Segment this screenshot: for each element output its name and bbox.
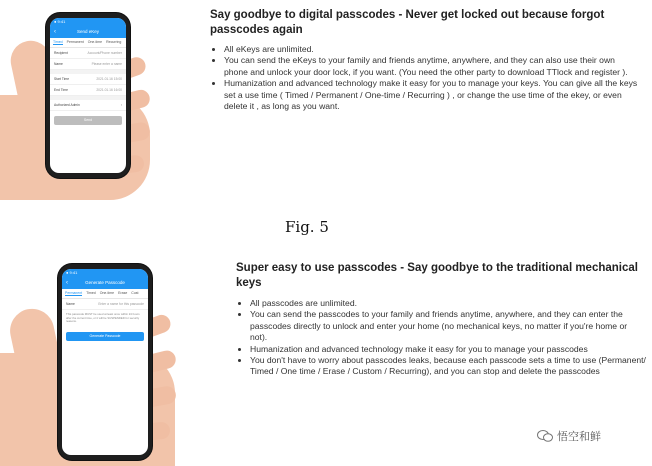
tab-erase[interactable]: Erase — [118, 291, 128, 295]
back-arrow-icon: ‹ — [66, 280, 68, 286]
list-item: • Humanization and advanced technology make it easy for you to manage your passcodes — [250, 344, 646, 355]
status-bar: ● 9:41 — [62, 269, 148, 277]
section2-text — [236, 261, 646, 378]
authorized-admin-toggle[interactable]: Authorized Admin ▪ — [50, 100, 126, 111]
figure-caption: Fig. 5 — [285, 218, 329, 236]
tab-one-time[interactable]: One-time — [87, 40, 103, 44]
tab-recurring[interactable]: Recurring — [106, 40, 122, 44]
tab-permanent[interactable]: Permanent — [65, 291, 83, 295]
section1-heading: Say goodbye to digital passcodes - Never get locked out because forgot passcodes again — [210, 9, 605, 36]
name-field[interactable]: Name Please enter a name — [50, 59, 126, 70]
list-item: • You can send the eKeys to your family and friends anytime, anywhere, and they can also use their own phone and unlock your door lock, if you want. (You need the other party to download TTlock and register ). — [224, 55, 640, 78]
section1-text — [210, 8, 640, 112]
section1-bullets — [210, 44, 640, 112]
phone-mockup-generate-passcode — [58, 264, 152, 460]
tab-timed[interactable]: Timed — [53, 40, 63, 44]
tab-timed[interactable]: Timed — [86, 291, 96, 295]
tab-custom[interactable]: Cust — [131, 291, 139, 295]
app-bar — [62, 277, 148, 289]
send-button[interactable]: Send — [54, 116, 122, 125]
toggle-icon: ▪ — [120, 103, 122, 107]
tab-permanent[interactable]: Permanent — [66, 40, 84, 44]
list-item: • All eKeys are unlimited. — [224, 44, 640, 55]
list-item: • You don't have to worry about passcodes leaks, because each passcode sets a time to use (Permanent/ Timed / One time / Erase / Custom / Recurring), and you can stop and delete the passcodes — [250, 355, 646, 378]
passcode-type-tabs — [62, 289, 148, 299]
list-item: • You can send the passcodes to your family and friends anytime, anywhere, and they can enter the passcodes directly to unlock and enter your home (no mechanical keys, no matter if you're home or not). — [250, 309, 646, 343]
app-bar — [50, 26, 126, 38]
status-bar: ● 9:41 — [50, 18, 126, 26]
generate-passcode-button[interactable]: Generate Passcode — [66, 332, 144, 341]
hand-illustration-bottom — [0, 258, 190, 466]
section2-heading: Super easy to use passcodes - Say goodbye to the traditional mechanical keys — [236, 262, 638, 289]
screen-title: Generate Passcode — [85, 280, 125, 285]
passcode-name-field[interactable]: Name Enter a name for this passcode — [62, 299, 148, 310]
list-item: • All passcodes are unlimited. — [250, 298, 646, 309]
phone-mockup-send-ekey — [46, 13, 130, 178]
list-item: • Humanization and advanced technology make it easy for you to manage your keys. You can give all the keys set a use time ( Timed / Permanent / One-time / Recurring ) , or change the use time of the ekey, or even delete it , as long as you want. — [224, 78, 640, 112]
watermark-text: 悟空和鲜 — [557, 431, 601, 443]
tab-one-time[interactable]: One-time — [99, 291, 115, 295]
screen-title: Send eKey — [76, 29, 100, 34]
passcode-hint: This passcode MUST be used at least once within 24 hours after the current time, or it will be SUSPENDED for security reasons. — [66, 312, 140, 324]
ekey-type-tabs — [50, 38, 126, 48]
start-time-field[interactable]: Start Time 2021.01.16 15:00 — [50, 74, 126, 85]
back-arrow-icon: ‹ — [54, 29, 56, 35]
hand-illustration-top — [0, 0, 175, 200]
wechat-watermark — [537, 428, 601, 444]
recipient-field[interactable]: Recipient Account/Phone number — [50, 48, 126, 59]
end-time-field[interactable]: End Time 2021.01.16 16:00 — [50, 85, 126, 96]
wechat-icon — [537, 430, 553, 442]
section2-bullets — [236, 298, 646, 378]
